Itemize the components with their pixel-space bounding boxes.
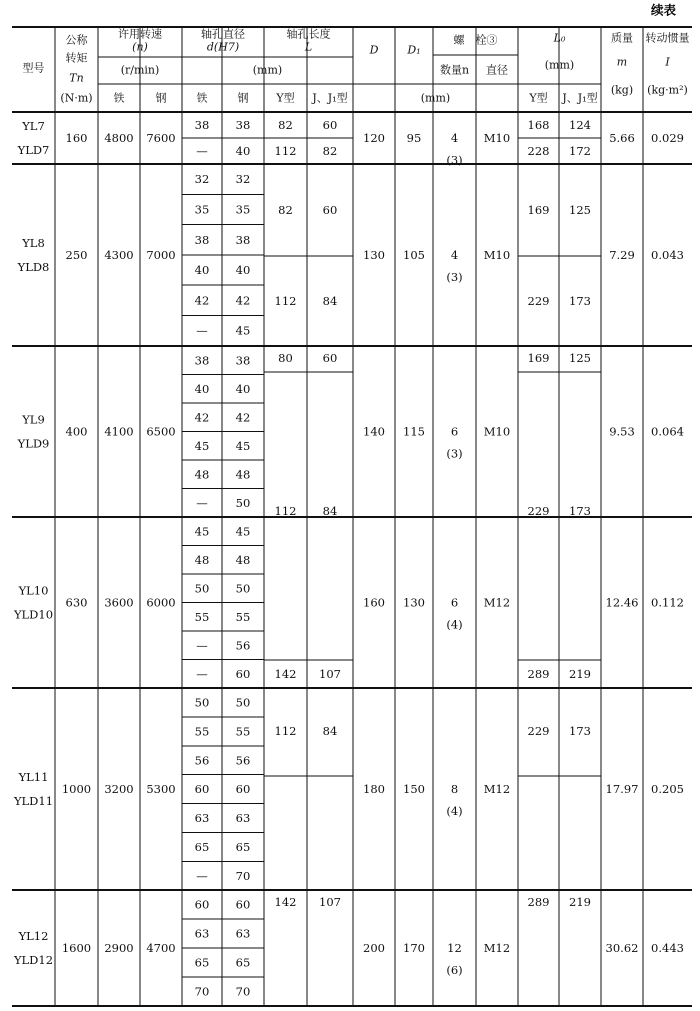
row-D1: 150 [403,782,425,796]
row-length-y: 82 [278,118,293,132]
row-bore-iron: — [196,323,208,338]
row-L0-j: 173 [569,724,591,738]
row-bore-steel: 32 [235,172,251,187]
row-L0-j: 219 [569,667,591,681]
row-torque: 250 [65,248,88,262]
row-torque: 1000 [61,782,92,796]
row-mass: 12.46 [605,595,639,610]
row-bore-iron: 48 [194,552,210,567]
row-inertia: 0.064 [651,424,684,439]
row-bore-steel: 40 [235,381,251,396]
header-bore-iron: 铁 [196,91,208,105]
row-bolt-dia: M10 [483,131,511,145]
row-model-alt: YLD7 [17,143,50,157]
row-bore-iron: 40 [194,263,210,278]
row-model-alt: YLD9 [17,436,50,451]
row-bore-steel: 38 [235,232,251,247]
row-D1: 105 [403,248,425,262]
row-bore-steel: 50 [235,581,251,596]
header-bolt-title: 螺 栓③ [453,33,498,47]
row-mass: 9.53 [609,424,635,439]
row-L0-y: 228 [527,144,550,158]
row-bolt-qty-alt: (3) [446,153,463,167]
header-bolt-dia: 直径 [486,63,508,77]
row-speed-iron: 4300 [104,248,134,262]
row-bore-steel: 55 [235,609,251,624]
row-bore-steel: 38 [235,118,251,132]
row-L0-j: 173 [569,294,591,308]
row-L0-j: 172 [569,144,591,158]
header-torque-2: Tn [69,71,84,85]
row-bore-iron: 42 [194,410,210,425]
row-L0-j: 219 [569,895,591,909]
row-mass: 5.66 [609,131,635,145]
header-bore-steel: 钢 [237,91,249,105]
header-length-symbol: L [304,40,313,54]
row-torque: 1600 [61,941,92,955]
row-bore-iron: 35 [194,202,210,217]
header-mass-title: 质量 [611,31,633,45]
row-bore-steel: 40 [235,144,251,158]
row-L0-j: 125 [569,203,591,217]
row-bore-iron: — [196,868,208,883]
row-bore-iron: 38 [194,232,210,247]
row-model: YL9 [22,412,45,427]
row-bore-steel: 70 [235,984,251,999]
row-model: YL11 [18,770,49,784]
row-bolt-qty-alt: (4) [446,617,463,632]
row-bore-steel: 45 [235,323,251,338]
row-bolt-qty-alt: (3) [446,446,463,461]
row-bore-iron: 63 [194,926,210,941]
row-inertia: 0.112 [651,595,684,610]
row-bolt-qty: 4 [450,248,459,262]
row-bore-steel: 56 [235,753,251,768]
row-bore-steel: 48 [235,467,251,482]
header-speed-title: 许用转速 [118,27,162,41]
row-length-y: 112 [274,144,297,158]
row-bore-iron: — [196,666,208,681]
header-dims-unit: (mm) [420,91,451,105]
row-bore-iron: 42 [194,293,210,308]
row-D1: 95 [406,131,422,145]
row-speed-iron: 3200 [104,782,134,796]
header-bore-title: 轴孔直径 [201,27,245,41]
row-bore-steel: 70 [235,868,251,883]
row-bore-iron: 63 [194,811,210,826]
row-bore-steel: 50 [235,695,251,710]
row-D: 120 [363,131,385,145]
row-bolt-qty: 8 [450,782,459,796]
row-speed-iron: 4100 [104,424,134,439]
row-length-y: 112 [274,504,297,518]
row-bore-iron: 38 [194,353,210,368]
row-length-y: 142 [274,667,297,681]
row-model-alt: YLD12 [13,953,54,967]
row-model: YL12 [18,929,49,943]
row-bore-iron: 70 [194,984,210,999]
row-bore-steel: 42 [235,410,251,425]
header-length-title: 轴孔长度 [286,27,331,41]
header-length-j: J、J₁型 [312,91,348,105]
row-bore-iron: 32 [194,172,210,187]
row-bore-steel: 50 [235,495,251,510]
row-bore-steel: 35 [235,202,251,217]
row-model-alt: YLD8 [17,260,50,274]
row-torque: 400 [65,424,88,439]
row-bore-iron: 56 [194,753,210,768]
row-length-j: 60 [322,351,338,365]
row-length-y: 142 [274,895,297,909]
header-bore-length-unit: (mm) [252,63,283,77]
header-bore-symbol: d(H7) [206,40,240,54]
row-speed-steel: 6500 [146,424,176,439]
row-D: 130 [363,248,385,262]
header-bolt-qty: 数量n [439,63,470,77]
header-torque-1: 转矩 [65,51,88,65]
row-bolt-dia: M12 [483,782,511,796]
row-L0-y: 229 [527,504,550,518]
row-bolt-qty-alt: (6) [446,963,463,977]
row-bore-iron: 50 [194,695,210,710]
row-bore-steel: 65 [235,955,251,970]
row-D1: 130 [403,595,425,610]
header-speed-steel: 钢 [155,91,167,105]
row-length-y: 80 [278,351,293,365]
row-bore-steel: 60 [235,666,251,681]
row-length-j: 84 [322,504,338,518]
row-bore-iron: 50 [194,581,210,596]
row-L0-j: 125 [569,351,591,365]
row-bore-steel: 42 [235,293,251,308]
row-bore-steel: 56 [235,638,251,653]
row-bore-iron: 40 [194,381,210,396]
row-bore-steel: 60 [235,782,251,797]
row-bolt-dia: M12 [483,941,511,955]
row-D: 180 [363,782,385,796]
row-L0-j: 173 [569,504,591,518]
row-D1: 170 [403,941,425,955]
row-D1: 115 [403,424,425,439]
header-L0: L₀ [553,31,566,45]
row-L0-y: 169 [527,351,550,365]
row-bore-iron: 60 [194,782,210,797]
header-D: D [369,43,379,57]
row-bore-iron: 48 [194,467,210,482]
row-bore-iron: — [196,638,208,653]
row-length-j: 84 [322,724,338,738]
row-L0-y: 229 [527,294,550,308]
row-speed-iron: 4800 [104,131,134,145]
header-torque-3: (N·m) [60,91,93,105]
row-L0-y: 169 [527,203,550,217]
row-bolt-dia: M10 [483,248,511,262]
row-speed-iron: 2900 [104,941,134,955]
row-L0-j: 124 [569,118,591,132]
row-bore-steel: 63 [235,926,251,941]
row-bolt-qty: 12 [447,941,462,955]
row-speed-steel: 6000 [146,595,176,610]
row-length-y: 82 [278,203,293,217]
header-L0-unit: (mm) [544,58,575,72]
row-model-alt: YLD11 [13,794,54,808]
row-inertia: 0.443 [651,941,684,955]
row-bore-steel: 45 [235,438,251,453]
row-speed-steel: 4700 [146,941,176,955]
row-bolt-qty-alt: (3) [446,270,463,284]
row-length-j: 107 [319,895,341,909]
header-speed-symbol: (n) [132,40,148,54]
row-bore-iron: 65 [194,955,210,970]
row-bore-iron: 55 [194,724,210,739]
row-bore-iron: 55 [194,609,210,624]
row-bore-iron: 65 [194,839,210,854]
row-torque: 160 [65,131,88,145]
row-bore-steel: 48 [235,552,251,567]
row-L0-y: 229 [527,724,550,738]
header-model: 型号 [22,61,45,75]
row-bore-steel: 45 [235,524,251,539]
row-bolt-qty-alt: (4) [446,804,463,818]
row-L0-y: 289 [527,895,550,909]
row-model: YL10 [18,583,49,598]
row-torque: 630 [65,595,88,610]
row-speed-iron: 3600 [104,595,134,610]
row-bore-steel: 55 [235,724,251,739]
row-bore-steel: 60 [235,897,251,912]
row-model-alt: YLD10 [13,607,54,622]
row-bore-iron: — [196,495,208,510]
row-D: 200 [363,941,385,955]
row-bore-steel: 63 [235,811,251,826]
header-D1: D₁ [407,43,421,57]
row-bore-iron: — [196,144,208,158]
header-torque-0: 公称 [65,33,88,47]
row-D: 140 [363,424,385,439]
row-speed-steel: 5300 [146,782,176,796]
row-bore-iron: 45 [194,524,210,539]
header-mass-unit: (kg) [610,83,634,97]
row-bore-steel: 65 [235,839,251,854]
row-bolt-qty: 6 [450,595,459,610]
row-speed-steel: 7000 [146,248,176,262]
header-inertia-title: 转动惯量 [645,31,690,45]
row-bore-iron: 38 [194,118,210,132]
header-speed-unit: (r/min) [120,63,160,77]
header-inertia-unit: (kg·m²) [647,83,688,97]
row-length-j: 60 [322,203,338,217]
row-bolt-qty: 6 [450,424,459,439]
row-bore-steel: 38 [235,353,251,368]
header-speed-iron: 铁 [113,91,125,105]
row-L0-y: 168 [527,118,550,132]
row-inertia: 0.205 [651,782,684,796]
header-L0-y: Y型 [529,91,548,105]
row-mass: 17.97 [605,782,639,796]
row-inertia: 0.043 [651,248,684,262]
header-mass-symbol: m [616,55,628,69]
row-bore-steel: 40 [235,263,251,278]
row-model: YL8 [22,236,45,250]
header-inertia-symbol: I [665,55,670,69]
row-length-y: 112 [274,724,297,738]
row-length-y: 112 [274,294,297,308]
row-bore-iron: 60 [194,897,210,912]
row-model: YL7 [22,119,45,133]
row-bolt-dia: M12 [483,595,511,610]
row-length-j: 82 [322,144,338,158]
row-inertia: 0.029 [651,131,684,145]
header-L0-j: J、J₁型 [562,91,598,105]
row-L0-y: 289 [527,667,550,681]
table-caption: 续表 [650,2,676,18]
row-length-j: 84 [322,294,338,308]
row-bolt-dia: M10 [483,424,511,439]
header-length-y: Y型 [276,91,295,105]
row-length-j: 107 [319,667,341,681]
row-length-j: 60 [322,118,338,132]
row-mass: 7.29 [609,248,635,262]
row-mass: 30.62 [605,941,639,955]
row-bolt-qty: 4 [450,131,459,145]
row-speed-steel: 7600 [146,131,176,145]
row-bore-iron: 45 [194,438,210,453]
row-D: 160 [363,595,385,610]
